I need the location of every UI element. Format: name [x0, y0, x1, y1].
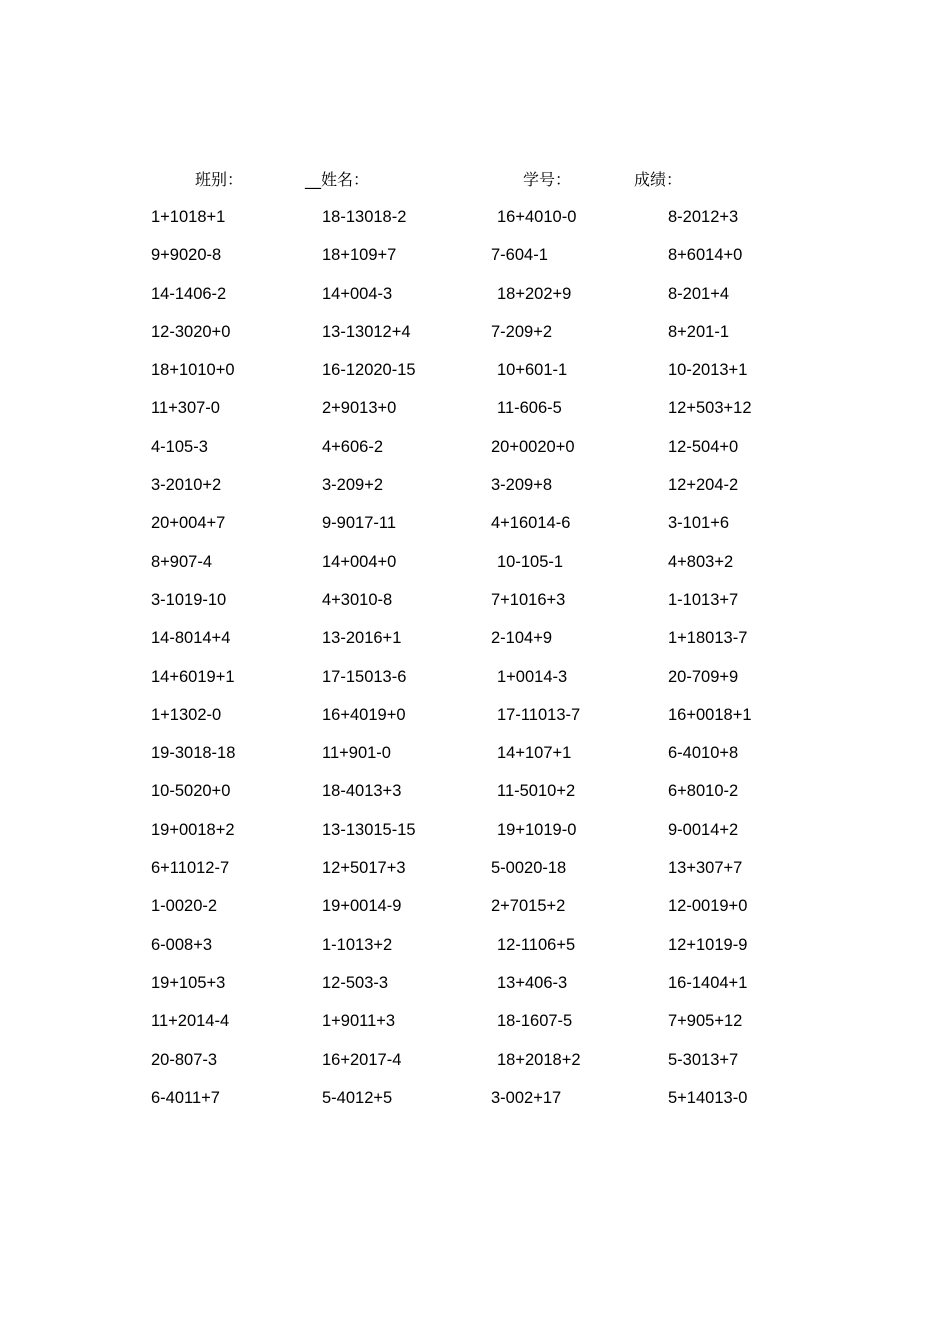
problem-row: [0, 849, 950, 887]
arithmetic-problem: 12+5017+3: [322, 859, 406, 878]
arithmetic-problem: 13+307+7: [668, 859, 743, 878]
arithmetic-problem: 3-101+6: [668, 514, 730, 533]
arithmetic-problem: 12-504+0: [668, 437, 739, 456]
arithmetic-problem: 14-8014+4: [151, 629, 231, 648]
arithmetic-problem: 1+9011+3: [322, 1012, 396, 1031]
arithmetic-problem: 6-4010+8: [668, 744, 739, 763]
arithmetic-problem: 19+105+3: [151, 973, 226, 992]
arithmetic-problem: 19+0014-9: [322, 897, 402, 916]
arithmetic-problem: 18-13018-2: [322, 208, 407, 226]
problem-row: [0, 964, 950, 1002]
arithmetic-problem: 18+2018+2: [497, 1050, 581, 1069]
arithmetic-problem: 8+907-4: [151, 552, 213, 571]
arithmetic-problem: 16-1404+1: [668, 973, 748, 992]
problem-row: [0, 236, 950, 274]
arithmetic-problem: 2-104+9: [491, 629, 553, 648]
arithmetic-problem: 9-0014+2: [668, 820, 739, 839]
arithmetic-problem: 5-3013+7: [668, 1050, 739, 1069]
arithmetic-problem: 11+307-0: [151, 399, 220, 418]
arithmetic-problem: 6+8010-2: [668, 782, 739, 801]
arithmetic-problem: 8+201-1: [668, 322, 730, 341]
problem-row: [0, 389, 950, 427]
problem-row: [0, 887, 950, 925]
student-id-label: 学号：: [523, 170, 572, 189]
arithmetic-problem: 16-12020-15: [322, 361, 416, 380]
problem-row: [0, 811, 950, 849]
worksheet-header: [0, 166, 950, 194]
problem-row: [0, 198, 950, 236]
name-label: __姓名：: [305, 170, 370, 189]
problem-row: [0, 428, 950, 466]
arithmetic-problem: 14-1406-2: [151, 284, 227, 303]
arithmetic-problem: 7-209+2: [491, 322, 553, 341]
arithmetic-problem: 2+7015+2: [491, 897, 566, 916]
problem-row: [0, 581, 950, 619]
arithmetic-problem: 14+004+0: [322, 552, 397, 571]
arithmetic-problem: 12+1019-9: [668, 935, 748, 954]
arithmetic-problem: 3-209+2: [322, 476, 384, 495]
arithmetic-problem: 11+2014-4: [151, 1012, 230, 1031]
problem-row: [0, 543, 950, 581]
arithmetic-problem: 18+109+7: [322, 246, 397, 265]
arithmetic-problem: 4+3010-8: [322, 590, 393, 609]
arithmetic-problem: 1-0020-2: [151, 897, 218, 916]
arithmetic-problem: 13-13012+4: [322, 322, 411, 341]
arithmetic-problem: 11-606-5: [497, 399, 562, 418]
problem-row: [0, 619, 950, 657]
problem-row: [0, 926, 950, 964]
arithmetic-problem: 11-5010+2: [497, 782, 576, 801]
arithmetic-problem: 2+9013+0: [322, 399, 397, 418]
arithmetic-problem: 20+0020+0: [491, 437, 575, 456]
problem-row: [0, 696, 950, 734]
arithmetic-problem: 5-0020-18: [491, 859, 567, 878]
arithmetic-problem: 18+202+9: [497, 284, 572, 303]
arithmetic-problem: 6-4011+7: [151, 1088, 220, 1107]
arithmetic-problem: 4+803+2: [668, 552, 734, 571]
arithmetic-problem: 5-4012+5: [322, 1088, 393, 1107]
arithmetic-problem: 20+004+7: [151, 514, 226, 533]
problem-row: [0, 1041, 950, 1079]
arithmetic-problem: 16+2017-4: [322, 1050, 402, 1069]
arithmetic-problem: 13-13015-15: [322, 820, 416, 839]
arithmetic-problem: 7+1016+3: [491, 590, 566, 609]
arithmetic-problem: 12+204-2: [668, 476, 739, 495]
arithmetic-problem: 10-5020+0: [151, 782, 231, 801]
arithmetic-problem: 10-105-1: [497, 552, 564, 571]
arithmetic-problem: 10-2013+1: [668, 361, 748, 380]
arithmetic-problem: 7-604-1: [491, 246, 548, 265]
arithmetic-problem: 12+503+12: [668, 399, 752, 418]
problem-row: [0, 275, 950, 313]
arithmetic-problem: 3-2010+2: [151, 476, 222, 495]
arithmetic-problem: 7+905+12: [668, 1012, 743, 1031]
arithmetic-problem: 19-3018-18: [151, 744, 236, 763]
arithmetic-problem: 16+4019+0: [322, 705, 406, 724]
arithmetic-problem: 17-11013-7: [497, 705, 581, 724]
arithmetic-problem: 14+004-3: [322, 284, 393, 303]
arithmetic-problem: 1+1302-0: [151, 705, 222, 724]
arithmetic-problem: 11+901-0: [322, 744, 391, 763]
arithmetic-problem: 6+11012-7: [151, 859, 230, 878]
arithmetic-problem: 4-105-3: [151, 437, 208, 456]
arithmetic-problem: 1-1013+7: [668, 590, 739, 609]
arithmetic-problem: 18-4013+3: [322, 782, 402, 801]
arithmetic-problem: 9+9020-8: [151, 246, 222, 265]
arithmetic-problem: 12-503-3: [322, 973, 389, 992]
arithmetic-problem: 20-709+9: [668, 667, 739, 686]
class-label: 班别：: [195, 170, 244, 189]
arithmetic-problem: 5+14013-0: [668, 1088, 748, 1107]
problem-row: [0, 734, 950, 772]
problem-row: [0, 313, 950, 351]
arithmetic-problem: 8-201+4: [668, 284, 730, 303]
problem-row: [0, 772, 950, 810]
arithmetic-problem: 16+0018+1: [668, 705, 752, 724]
arithmetic-problem: 16+4010-0: [497, 208, 577, 226]
problem-row: [0, 658, 950, 696]
arithmetic-problem: 19+1019-0: [497, 820, 577, 839]
arithmetic-problem: 8+6014+0: [668, 246, 743, 265]
arithmetic-problem: 14+107+1: [497, 744, 572, 763]
arithmetic-problem: 1+0014-3: [497, 667, 568, 686]
arithmetic-problem: 8-2012+3: [668, 208, 739, 226]
arithmetic-problem: 18-1607-5: [497, 1012, 573, 1031]
arithmetic-problem: 13-2016+1: [322, 629, 402, 648]
arithmetic-problem: 4+606-2: [322, 437, 384, 456]
arithmetic-problem: 10+601-1: [497, 361, 568, 380]
problem-row: [0, 351, 950, 389]
problem-row: [0, 1002, 950, 1040]
arithmetic-problem: 12-1106+5: [497, 935, 576, 954]
arithmetic-problem: 1-1013+2: [322, 935, 393, 954]
problem-grid: [0, 198, 950, 1117]
arithmetic-problem: 4+16014-6: [491, 514, 571, 533]
arithmetic-problem: 12-0019+0: [668, 897, 748, 916]
arithmetic-problem: 1+1018+1: [151, 208, 226, 226]
arithmetic-problem: 9-9017-11: [322, 514, 397, 533]
arithmetic-problem: 3-002+17: [491, 1088, 562, 1107]
arithmetic-problem: 14+6019+1: [151, 667, 235, 686]
arithmetic-problem: 3-1019-10: [151, 590, 227, 609]
arithmetic-problem: 18+1010+0: [151, 361, 235, 380]
arithmetic-problem: 6-008+3: [151, 935, 213, 954]
arithmetic-problem: 19+0018+2: [151, 820, 235, 839]
problem-row: [0, 466, 950, 504]
arithmetic-problem: 12-3020+0: [151, 322, 231, 341]
score-label: 成绩：: [634, 170, 683, 189]
arithmetic-problem: 3-209+8: [491, 476, 553, 495]
arithmetic-problem: 13+406-3: [497, 973, 568, 992]
arithmetic-problem: 17-15013-6: [322, 667, 407, 686]
problem-row: [0, 1079, 950, 1117]
arithmetic-problem: 20-807-3: [151, 1050, 218, 1069]
arithmetic-problem: 1+18013-7: [668, 629, 748, 648]
problem-row: [0, 504, 950, 542]
